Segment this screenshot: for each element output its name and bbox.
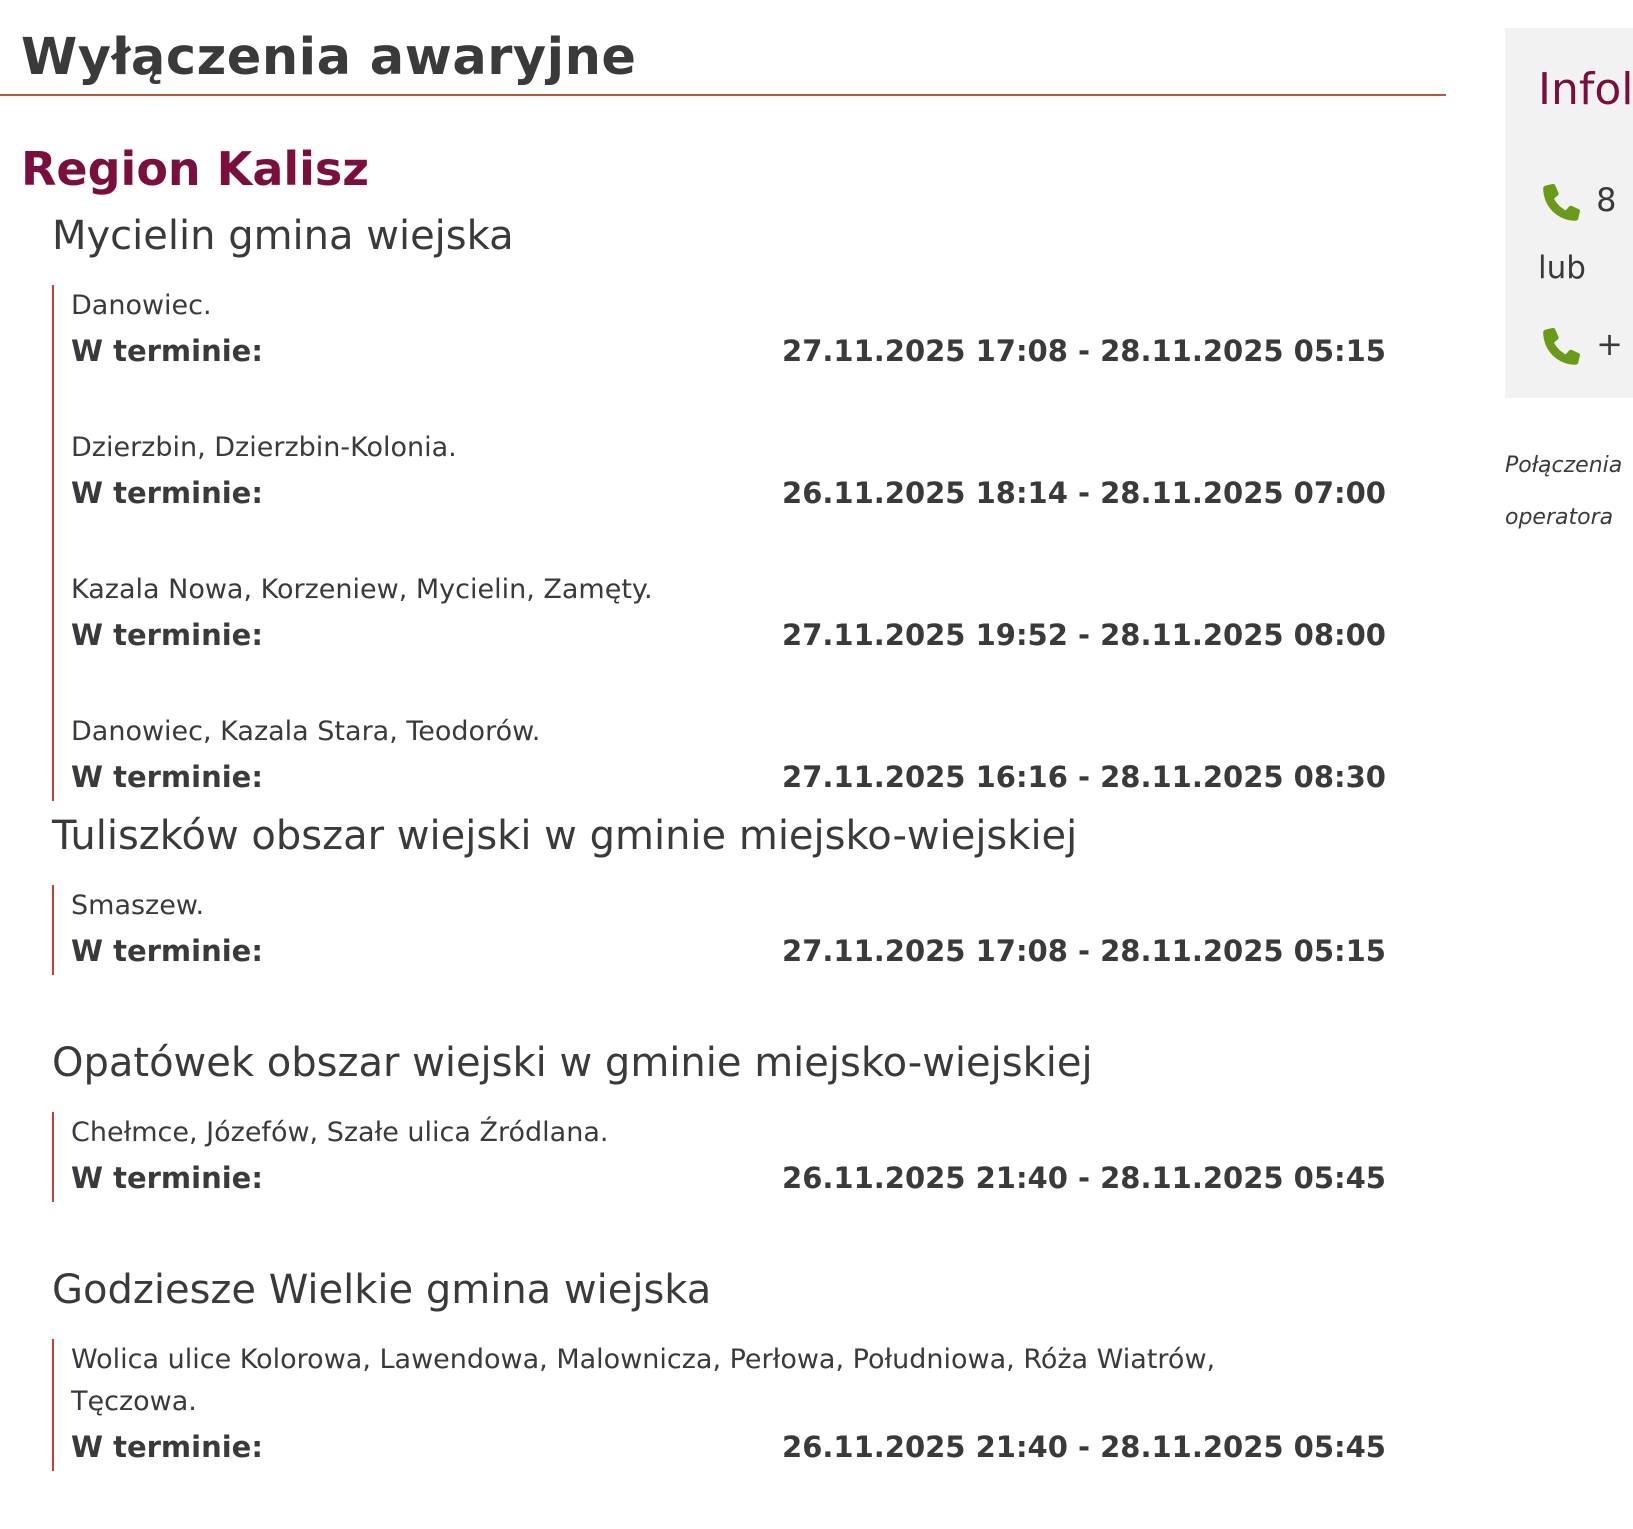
- outage-list: [52, 1339, 1412, 1471]
- term-label: W terminie:: [71, 934, 263, 968]
- outage-places: Smaszew.: [71, 890, 205, 921]
- phone-number: +: [1596, 325, 1623, 363]
- outage-places: Wolica ulice Kolorowa, Lawendowa, Malownicza, Perłowa, Południowa, Róża Wiatrów, Tęczowa.: [71, 1344, 1216, 1417]
- outage-places: Chełmce, Józefów, Szałe ulica Źródlana.: [71, 1117, 609, 1148]
- outage-entry: [71, 1339, 1412, 1471]
- term-value: 27.11.2025 19:52 - 28.11.2025 08:00: [782, 618, 1386, 652]
- gmina-section: [52, 1033, 1412, 1202]
- calls-note: [1505, 440, 1633, 544]
- term-value: 27.11.2025 17:08 - 28.11.2025 05:15: [782, 334, 1386, 368]
- gmina-title: Tuliszków obszar wiejski w gminie miejsko-wiejskiej: [52, 813, 1078, 859]
- outage-term-row: [71, 611, 1386, 659]
- region-title: Region Kalisz: [21, 142, 370, 196]
- or-label: lub: [1538, 250, 1586, 286]
- outage-places: Danowiec, Kazala Stara, Teodorów.: [71, 716, 541, 747]
- outage-entry: [71, 569, 1412, 659]
- term-value: 26.11.2025 18:14 - 28.11.2025 07:00: [782, 476, 1386, 510]
- outage-term-row: [71, 1154, 1386, 1202]
- phone-number: 8: [1596, 181, 1617, 219]
- term-label: W terminie:: [71, 1430, 263, 1464]
- term-label: W terminie:: [71, 1161, 263, 1195]
- outage-list: [52, 885, 1412, 975]
- term-value: 27.11.2025 17:08 - 28.11.2025 05:15: [782, 934, 1386, 968]
- outage-places: Kazala Nowa, Korzeniew, Mycielin, Zamęty.: [71, 574, 653, 605]
- outage-entry: [71, 711, 1412, 801]
- outage-term-row: [71, 327, 1386, 375]
- outage-places: Danowiec.: [71, 290, 212, 321]
- term-label: W terminie:: [71, 476, 263, 510]
- page-title: Wyłączenia awaryjne: [0, 0, 1446, 96]
- gmina-section: [52, 806, 1412, 975]
- gmina-section: [52, 1260, 1412, 1471]
- outage-term-row: [71, 469, 1386, 517]
- outage-term-row: [71, 753, 1386, 801]
- outage-entry: [71, 1112, 1412, 1202]
- term-value: 27.11.2025 16:16 - 28.11.2025 08:30: [782, 760, 1386, 794]
- note-line: operatora: [1505, 505, 1614, 530]
- outage-list: [52, 285, 1412, 801]
- gmina-title: Godziesze Wielkie gmina wiejska: [52, 1267, 712, 1313]
- outage-places: Dzierzbin, Dzierzbin-Kolonia.: [71, 432, 457, 463]
- outage-list: [52, 1112, 1412, 1202]
- phone-link-2[interactable]: [1538, 322, 1623, 370]
- term-label: W terminie:: [71, 618, 263, 652]
- note-line: Połączenia: [1505, 453, 1623, 478]
- phone-icon: [1538, 325, 1596, 363]
- outage-term-row: [71, 1423, 1386, 1471]
- infoline-title: Infol: [1538, 64, 1633, 115]
- infoline-box: [1505, 28, 1633, 398]
- gmina-title: Mycielin gmina wiejska: [52, 213, 514, 259]
- phone-icon: [1538, 181, 1596, 219]
- term-value: 26.11.2025 21:40 - 28.11.2025 05:45: [782, 1430, 1386, 1464]
- term-label: W terminie:: [71, 334, 263, 368]
- gmina-title: Opatówek obszar wiejski w gminie miejsko-wiejskiej: [52, 1040, 1093, 1086]
- outage-entry: [71, 285, 1412, 375]
- term-label: W terminie:: [71, 760, 263, 794]
- outage-term-row: [71, 927, 1386, 975]
- gmina-section: [52, 206, 1412, 801]
- outage-entry: [71, 885, 1412, 975]
- phone-link-1[interactable]: [1538, 178, 1617, 226]
- outage-entry: [71, 427, 1412, 517]
- term-value: 26.11.2025 21:40 - 28.11.2025 05:45: [782, 1161, 1386, 1195]
